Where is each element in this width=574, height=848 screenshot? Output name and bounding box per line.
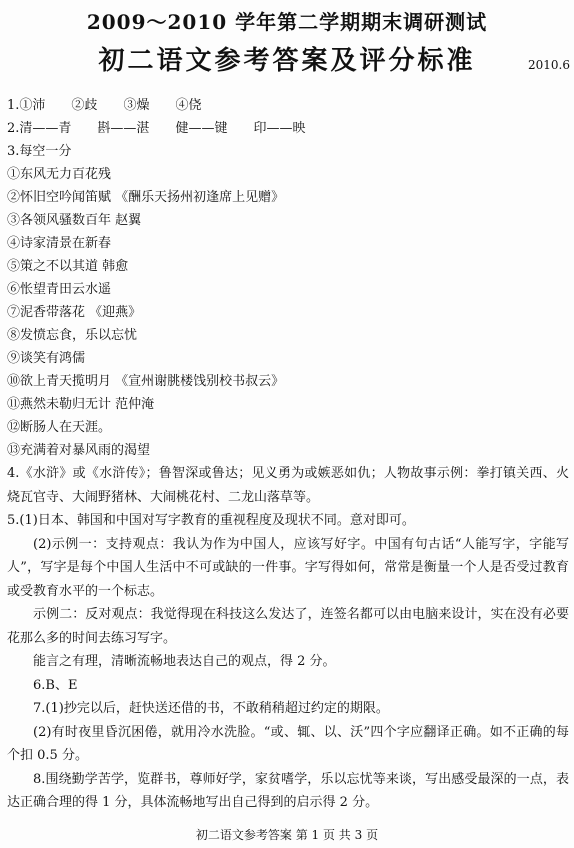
q1-answer-b: ②歧 bbox=[71, 98, 98, 113]
exam-title: 2009～2010 学年第二学期期末调研测试 bbox=[86, 10, 488, 34]
q3-item: ①东风无力百花残 bbox=[7, 167, 112, 182]
answer-q6: 6.B、E bbox=[33, 677, 78, 693]
q3-item: ⑫断肠人在天涯。 bbox=[7, 420, 112, 435]
date-label: 2010.6 bbox=[528, 58, 570, 72]
answer-q5-example2: 示例二：反对观点：我觉得现在科技这么发达了，连签名都可以由电脑来设计，实在没有必要花那么多的时间去练习写字。 bbox=[7, 607, 569, 646]
q2-answer-a: 清——青 bbox=[19, 121, 72, 136]
q3-item: ⑬充满着对暴风雨的渴望 bbox=[7, 443, 151, 458]
q1-number: 1. bbox=[7, 98, 20, 113]
q1-answer-a: ①沛 bbox=[19, 98, 46, 113]
q3-item: ④诗家清景在新春 bbox=[7, 236, 112, 251]
answer-q7-part1: 7.(1)抄完以后，赶快送还借的书，不敢稍稍超过约定的期限。 bbox=[33, 701, 389, 716]
answer-q5-part2: (2)示例一：支持观点：我认为作为中国人，应该写好字。中国有句古话“人能写字，字能写人”，写字是每个中国人生活中不可或缺的一件事。字写得如何，常常是衡量一个人是否受过教育或受教育水平的一个标志。 bbox=[7, 536, 569, 599]
q1-answer-c: ③燥 bbox=[123, 98, 150, 113]
q3-item: ⑥怅望青田云水遥 bbox=[7, 282, 112, 297]
answer-q4: 4.《水浒》或《水浒传》；鲁智深或鲁达；见义勇为或嫉恶如仇；人物故事示例：拳打镇关西、火烧瓦官寺、大闹野猪林、大闹桃花村、二龙山落草等。 bbox=[7, 466, 569, 505]
answer-q7-part2: (2)有时夜里昏沉困倦，就用冷水洗脸。“或、辄、以、沃”四个字应翻译正确。如不正确的每个扣 0.5 分。 bbox=[7, 724, 569, 763]
q3-item: ⑧发愤忘食，乐以忘忧 bbox=[7, 328, 138, 343]
page-footer: 初二语文参考答案 第 1 页 共 3 页 bbox=[195, 828, 379, 842]
q3-item: ⑤策之不以其道 韩愈 bbox=[7, 259, 129, 274]
answer-q3-heading: 3.每空一分 bbox=[7, 144, 72, 159]
answer-q2 bbox=[7, 117, 569, 140]
q2-answer-b: 斟——湛 bbox=[97, 121, 150, 136]
page-title: 初二语文参考答案及评分标准 bbox=[98, 46, 476, 76]
answer-q5-part1: 5.(1)日本、韩国和中国对写字教育的重视程度及现状不同。意对即可。 bbox=[7, 513, 415, 528]
q2-number: 2. bbox=[7, 121, 20, 136]
q3-item: ⑪燕然未勒归无计 范仲淹 bbox=[7, 397, 155, 412]
q3-item: ③各领风骚数百年 赵翼 bbox=[7, 213, 142, 228]
q3-item: ②怀旧空吟闻笛赋 《酬乐天扬州初逢席上见赠》 bbox=[7, 190, 285, 205]
answer-q8: 8.围绕勤学苦学，览群书，尊师好学，家贫嗜学，乐以忘忧等来谈，写出感受最深的一点，表达正确合理的得 1 分，具体流畅地写出自己得到的启示得 2 分。 bbox=[7, 771, 569, 810]
answer-q5-scoring: 能言之有理，清晰流畅地表达自己的观点，得 2 分。 bbox=[33, 654, 336, 669]
answer-q1 bbox=[7, 94, 569, 117]
q3-item: ⑨谈笑有鸿儒 bbox=[7, 351, 86, 366]
answer-content bbox=[7, 94, 569, 815]
q2-answer-c: 健——键 bbox=[175, 121, 228, 136]
q2-answer-d: 印——映 bbox=[253, 121, 306, 136]
q3-item: ⑩欲上青天揽明月 《宣州谢朓楼饯别校书叔云》 bbox=[7, 374, 285, 389]
q3-item: ⑦泥香带落花 《迎燕》 bbox=[7, 305, 142, 320]
q1-answer-d: ④侥 bbox=[175, 98, 202, 113]
